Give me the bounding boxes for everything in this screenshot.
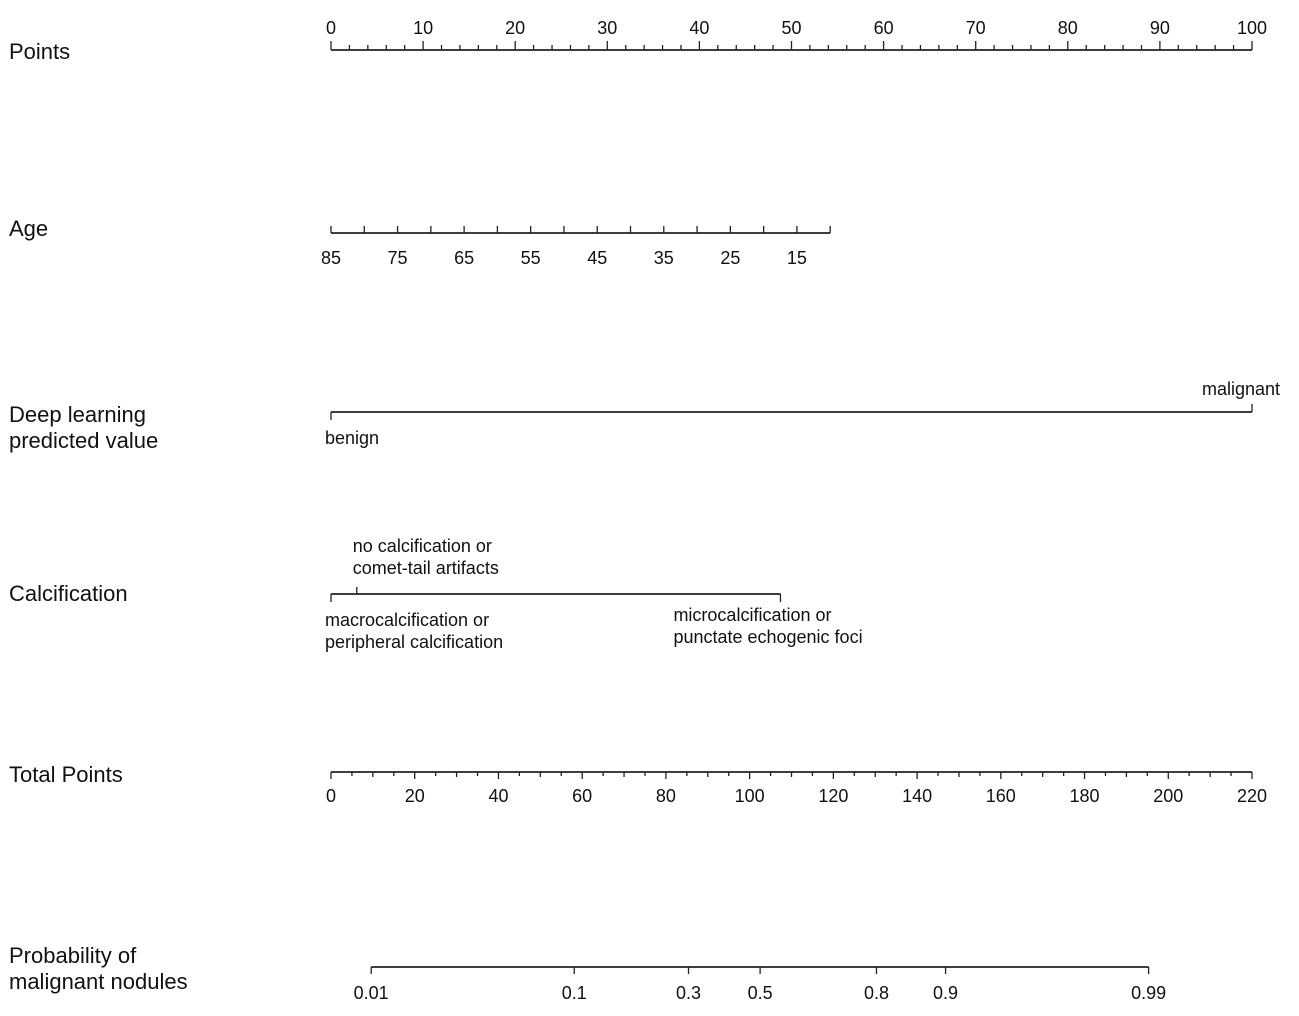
tick-label: 0.01 (353, 983, 389, 1003)
row-label: malignant nodules (9, 969, 188, 994)
tick-label: 60 (572, 786, 593, 806)
tick-label: 220 (1236, 786, 1268, 806)
tick-label: 40 (689, 18, 710, 38)
tick-label: 200 (1153, 786, 1184, 806)
tick-label: 15 (786, 248, 807, 268)
category-label: microcalcification or (673, 605, 832, 625)
tick-label: 30 (597, 18, 618, 38)
row-label: Probability of (9, 943, 137, 968)
tick-label: 0.1 (561, 983, 587, 1003)
tick-label: 55 (520, 248, 541, 268)
row-probability (9, 943, 1166, 1003)
tick-label: 60 (873, 18, 894, 38)
tick-label: 20 (404, 786, 425, 806)
tick-label: 90 (1149, 18, 1170, 38)
category-label: no calcification or (352, 536, 492, 556)
category-label: comet-tail artifacts (352, 558, 499, 578)
tick-label: 100 (1236, 18, 1268, 38)
tick-label: 0.5 (747, 983, 773, 1003)
tick-label: 120 (818, 786, 849, 806)
row-label: Total Points (9, 762, 123, 787)
tick-label: 0.99 (1131, 983, 1167, 1003)
category-label: macrocalcification or (325, 610, 490, 630)
row-age (9, 216, 830, 268)
tick-label: 0.8 (863, 983, 889, 1003)
tick-label: 35 (653, 248, 674, 268)
tick-label: 180 (1069, 786, 1100, 806)
tick-label: 10 (413, 18, 434, 38)
tick-label: 140 (902, 786, 933, 806)
tick-label: 80 (1057, 18, 1078, 38)
row-label: Deep learning (9, 402, 146, 427)
row-points (9, 18, 1267, 64)
tick-label: 20 (505, 18, 526, 38)
tick-label: 0 (325, 786, 337, 806)
tick-label: 25 (720, 248, 741, 268)
tick-label: 0.9 (933, 983, 959, 1003)
tick-label: 40 (488, 786, 509, 806)
tick-label: 50 (781, 18, 802, 38)
tick-label: 80 (655, 786, 676, 806)
row-label: Age (9, 216, 49, 241)
row-deep-learning (9, 379, 1280, 453)
row-label: Points (9, 39, 71, 64)
row-calcification (9, 536, 863, 652)
tick-label: 70 (965, 18, 986, 38)
tick-label: 85 (320, 248, 342, 268)
tick-label: 100 (734, 786, 765, 806)
category-label: malignant (1201, 379, 1280, 399)
category-label: punctate echogenic foci (673, 627, 863, 647)
category-label: benign (325, 428, 380, 448)
tick-label: 160 (985, 786, 1016, 806)
tick-label: 75 (387, 248, 408, 268)
tick-label: 45 (587, 248, 608, 268)
row-label: Calcification (9, 581, 128, 606)
row-total-points (9, 762, 1267, 806)
category-label: peripheral calcification (325, 632, 504, 652)
row-label: predicted value (9, 428, 159, 453)
tick-label: 65 (454, 248, 475, 268)
tick-label: 0 (325, 18, 337, 38)
tick-label: 0.3 (675, 983, 702, 1003)
